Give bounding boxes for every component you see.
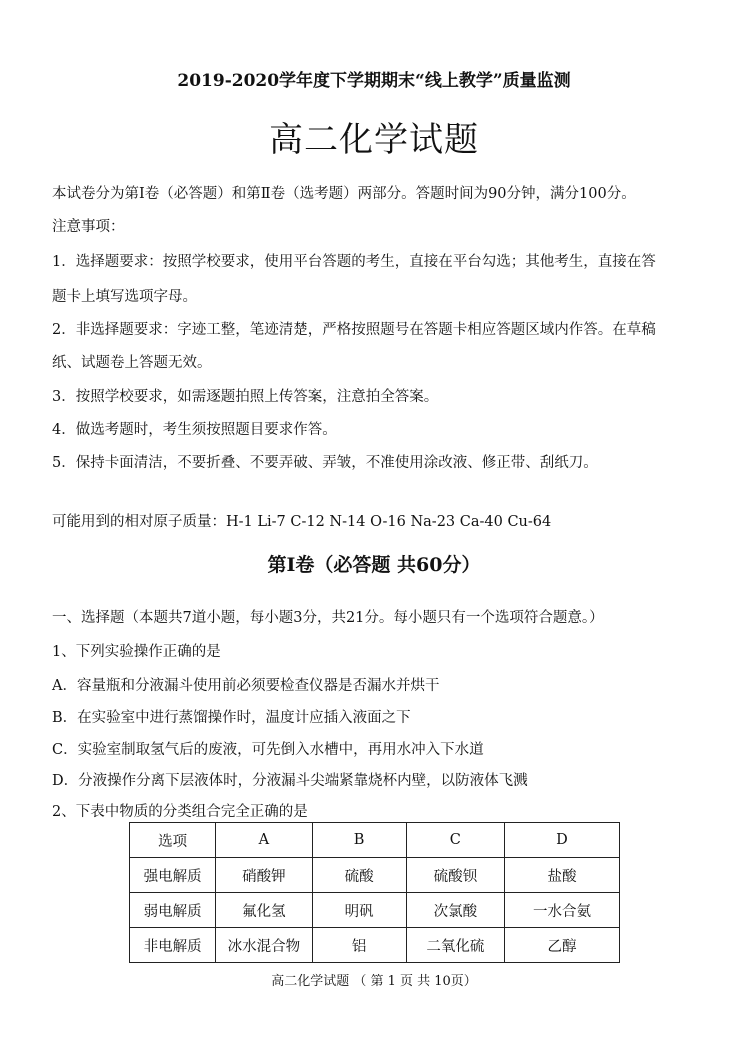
section-title: 第I卷（必答题 共60分） — [267, 554, 481, 576]
table-cell: A — [216, 823, 312, 858]
table-cell: 弱电解质 — [130, 893, 216, 928]
table-cell: 冰水混合物 — [216, 928, 312, 963]
table-cell: 氟化氢 — [216, 893, 312, 928]
table-row — [130, 823, 620, 858]
table-cell: 硫酸 — [312, 858, 406, 893]
page-title: 高二化学试题 — [269, 120, 479, 160]
note-line: 1．选择题要求：按照学校要求，使用平台答题的考生，直接在平台勾选；其他考生，直接在答 — [52, 254, 656, 270]
exam-header: 2019-2020学年度下学期期末“线上教学”质量监测 — [177, 71, 571, 91]
question-2-stem: 2、下表中物质的分类组合完全正确的是 — [52, 804, 308, 820]
table-row — [130, 858, 620, 893]
notice-title: 注意事项： — [52, 219, 125, 235]
table-row — [130, 893, 620, 928]
table-cell: 一水合氨 — [504, 893, 619, 928]
table-cell: 明矾 — [312, 893, 406, 928]
table-cell: 硫酸钡 — [406, 858, 504, 893]
table-cell: 乙醇 — [504, 928, 619, 963]
table-cell: 选项 — [130, 823, 216, 858]
page-footer: 高二化学试题 （ 第 1 页 共 10页） — [271, 974, 477, 989]
table-cell: 次氯酸 — [406, 893, 504, 928]
classification-table — [129, 822, 620, 963]
note-line: 2．非选择题要求：字迹工整，笔迹清楚，严格按照题号在答题卡相应答题区域内作答。在草稿 — [52, 322, 656, 338]
note-line: 3．按照学校要求，如需逐题拍照上传答案，注意拍全答案。 — [52, 389, 439, 405]
note-line: 4．做选考题时，考生须按照题目要求作答。 — [52, 422, 337, 438]
table-row — [130, 928, 620, 963]
table-cell: 盐酸 — [504, 858, 619, 893]
question-1-stem: 1、下列实验操作正确的是 — [52, 644, 221, 660]
table-cell: C — [406, 823, 504, 858]
note-line: 5．保持卡面清洁，不要折叠、不要弄破、弄皱，不准使用涂改液、修正带、刮纸刀。 — [52, 455, 598, 471]
part-one-heading: 一、选择题（本题共7道小题，每小题3分，共21分。每小题只有一个选项符合题意。） — [52, 610, 604, 626]
table-cell: 非电解质 — [130, 928, 216, 963]
question-1-option-a: A．容量瓶和分液漏斗使用前必须要检查仪器是否漏水并烘干 — [52, 678, 440, 694]
table-cell: D — [504, 823, 619, 858]
table-cell: B — [312, 823, 406, 858]
intro-text: 本试卷分为第Ⅰ卷（必答题）和第Ⅱ卷（选考题）两部分。答题时间为90分钟，满分100分。 — [52, 186, 636, 202]
table-cell: 铝 — [312, 928, 406, 963]
note-line: 题卡上填写选项字母。 — [52, 289, 197, 305]
question-1-option-d: D．分液操作分离下层液体时，分液漏斗尖端紧靠烧杯内壁，以防液体飞溅 — [52, 773, 528, 789]
atomic-masses: 可能用到的相对原子质量：H-1 Li-7 C-12 N-14 O-16 Na-23 Ca-40 Cu-64 — [52, 514, 552, 530]
question-1-option-c: C．实验室制取氢气后的废液，可先倒入水槽中，再用水冲入下水道 — [52, 742, 484, 758]
question-1-option-b: B．在实验室中进行蒸馏操作时，温度计应插入液面之下 — [52, 710, 411, 726]
note-line: 纸、试题卷上答题无效。 — [52, 355, 212, 371]
table-cell: 硝酸钾 — [216, 858, 312, 893]
table-cell: 二氧化硫 — [406, 928, 504, 963]
table-cell: 强电解质 — [130, 858, 216, 893]
